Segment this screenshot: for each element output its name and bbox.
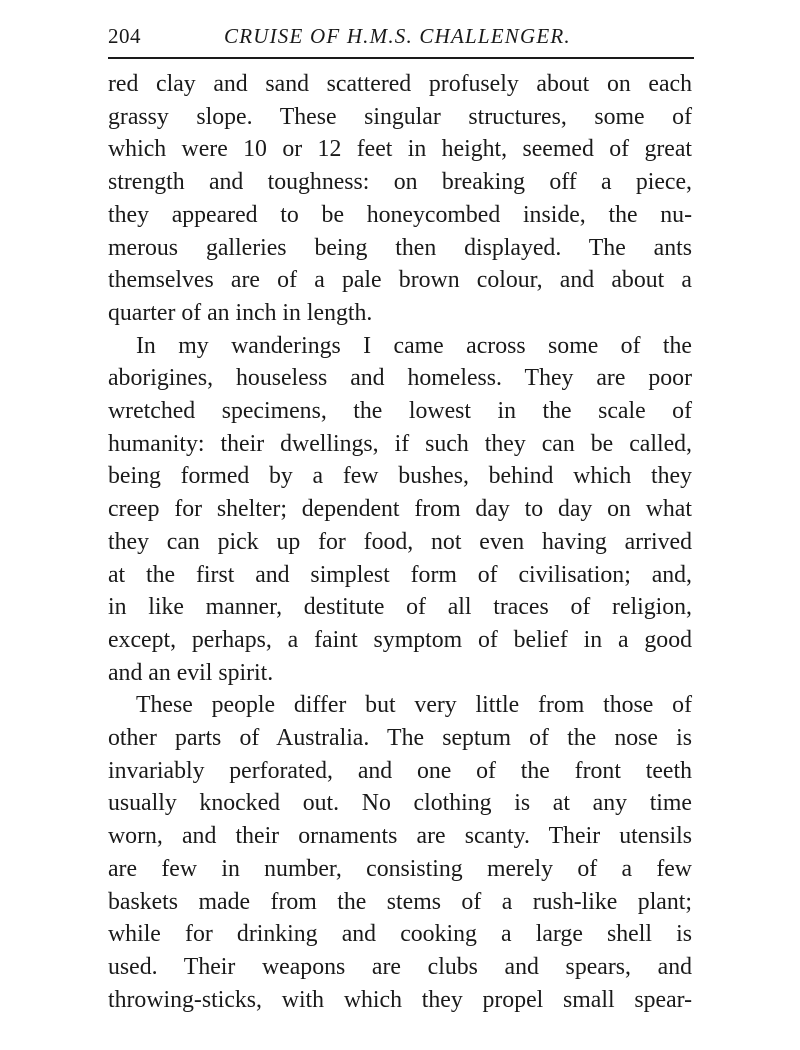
text-line: strength and toughness: on breaking off a piece, [108, 169, 692, 196]
running-title: CRUISE OF H.M.S. CHALLENGER. [224, 24, 571, 48]
text-line: used. Their weapons are clubs and spears, and [108, 953, 692, 980]
header-rule [108, 57, 694, 59]
text-line: grassy slope. These singular structures, some of [108, 103, 692, 130]
text-line: at the first and simplest form of civilisation; and, [108, 561, 692, 588]
text-line: and an evil spirit. [108, 659, 274, 686]
text-line: wretched specimens, the lowest in the scale of [108, 398, 692, 425]
page-number: 204 [108, 24, 141, 48]
text-line: quarter of an inch in length. [108, 299, 373, 326]
text-line: In my wanderings I came across some of the [136, 332, 692, 359]
text-line: they appeared to be honeycombed inside, the nu- [108, 201, 692, 228]
text-line: creep for shelter; dependent from day to day on what [108, 496, 692, 523]
text-line: red clay and sand scattered profusely about on each [108, 71, 692, 97]
text-line: which were 10 or 12 feet in height, seemed of great [108, 136, 692, 163]
paragraph [108, 689, 692, 1016]
running-head [108, 22, 694, 56]
text-line: while for drinking and cooking a large shell is [108, 921, 692, 948]
paragraph [108, 330, 692, 690]
text-line: merous galleries being then displayed. The ants [108, 234, 692, 261]
text-line: aborigines, houseless and homeless. They are poor [108, 365, 692, 392]
text-line: baskets made from the stems of a rush-like plant; [108, 888, 692, 915]
text-line: worn, and their ornaments are scanty. Their utensils [108, 823, 692, 850]
text-line: are few in number, consisting merely of a few [108, 855, 692, 882]
text-line: except, perhaps, a faint symptom of belief in a good [108, 626, 692, 653]
text-line: in like manner, destitute of all traces of religion, [108, 594, 692, 621]
text-line: invariably perforated, and one of the front teeth [108, 757, 692, 784]
text-line: humanity: their dwellings, if such they can be called, [108, 430, 692, 457]
text-line: themselves are of a pale brown colour, and about a [108, 267, 692, 294]
text-line: other parts of Australia. The septum of the nose is [108, 725, 692, 752]
text-line: usually knocked out. No clothing is at any time [108, 790, 692, 817]
text-line: they can pick up for food, not even having arrived [108, 528, 692, 555]
body-text [108, 68, 692, 1016]
paragraph [108, 68, 692, 330]
text-line: throwing-sticks, with which they propel small spear- [108, 986, 692, 1013]
text-line: These people differ but very little from those of [136, 692, 692, 719]
text-line: being formed by a few bushes, behind which they [108, 463, 692, 490]
